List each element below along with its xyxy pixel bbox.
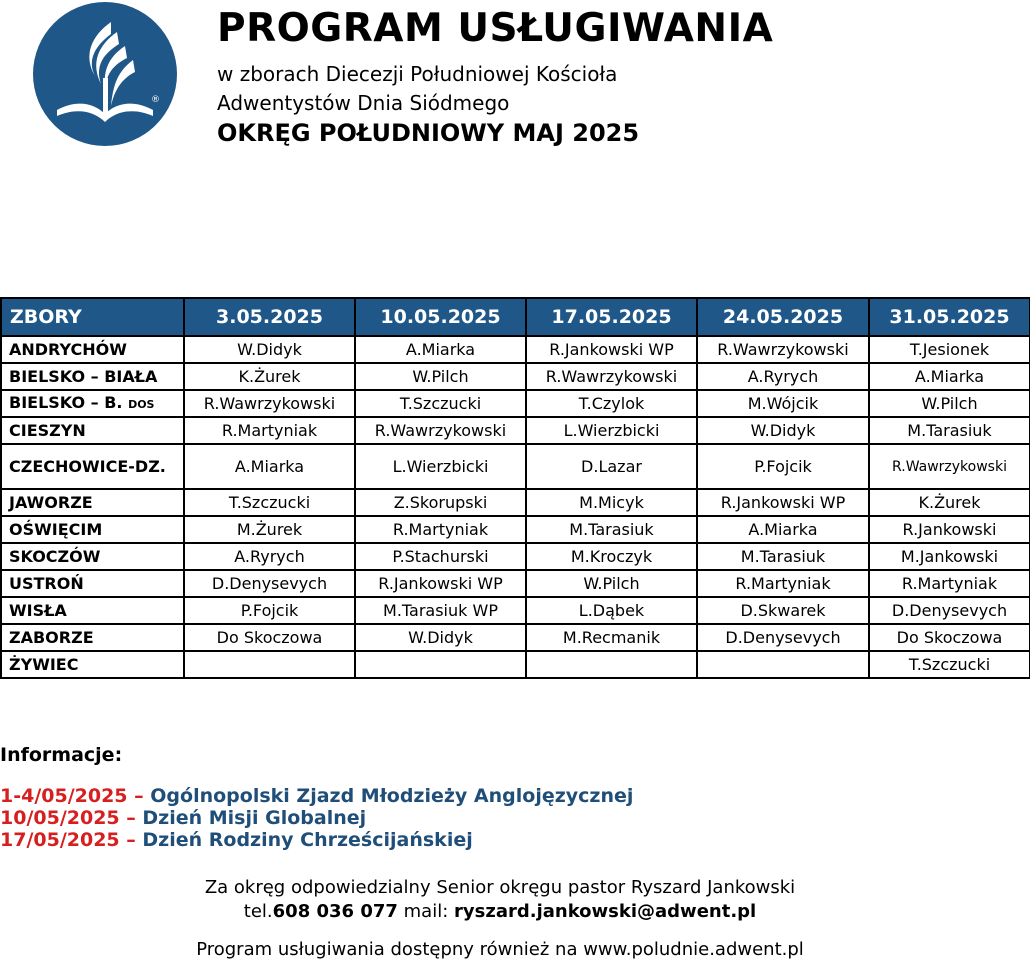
event-name: Ogólnopolski Zjazd Młodzieży Anglojęzycznej <box>150 785 634 807</box>
event-date: 10/05/2025 – <box>0 807 136 829</box>
preacher-cell: R.Jankowski WP <box>526 336 697 363</box>
preacher-cell: A.Miarka <box>184 444 355 489</box>
preacher-cell: M.Tarasiuk WP <box>355 597 526 624</box>
preacher-cell: R.Wawrzykowski <box>697 336 869 363</box>
preacher-cell: P.Fojcik <box>184 597 355 624</box>
preacher-cell: Z.Skorupski <box>355 489 526 516</box>
footer-responsible: Za okręg odpowiedzialny Senior okręgu pastor Ryszard Jankowski <box>204 877 796 898</box>
preacher-cell: L.Wierzbicki <box>526 417 697 444</box>
preacher-cell: D.Denysevych <box>869 597 1030 624</box>
table-row <box>1 570 1030 597</box>
preacher-cell: R.Martyniak <box>869 570 1030 597</box>
table-header-row <box>1 298 1030 336</box>
congregation-name <box>1 444 184 489</box>
congregation-name <box>1 570 184 597</box>
preacher-cell: R.Martyniak <box>355 516 526 543</box>
footer-contact <box>0 901 1000 922</box>
church-logo <box>33 2 177 146</box>
preacher-cell: D.Denysevych <box>184 570 355 597</box>
preacher-cell: R.Martyniak <box>697 570 869 597</box>
table-row <box>1 390 1030 417</box>
mail-label: mail: <box>403 901 449 922</box>
preacher-cell: W.Didyk <box>355 624 526 651</box>
schedule-table <box>0 297 1030 679</box>
event-list <box>0 785 633 851</box>
congregation-label: CIESZYN <box>9 421 86 440</box>
preacher-cell: M.Tarasiuk <box>697 543 869 570</box>
event-item <box>0 807 633 829</box>
table-row <box>1 363 1030 390</box>
preacher-cell: D.Skwarek <box>697 597 869 624</box>
preacher-cell: A.Miarka <box>869 363 1030 390</box>
table-row <box>1 444 1030 489</box>
congregation-name <box>1 516 184 543</box>
table-row <box>1 489 1030 516</box>
preacher-cell: T.Czylok <box>526 390 697 417</box>
preacher-cell <box>355 651 526 678</box>
preacher-cell: M.Wójcik <box>697 390 869 417</box>
event-date: 17/05/2025 – <box>0 829 136 851</box>
congregation-name <box>1 417 184 444</box>
preacher-cell: R.Wawrzykowski <box>526 363 697 390</box>
congregation-label: SKOCZÓW <box>9 547 101 566</box>
event-name: Dzień Misji Globalnej <box>142 807 367 829</box>
tel-label: tel. <box>243 901 273 922</box>
preacher-cell: L.Dąbek <box>526 597 697 624</box>
preacher-cell: T.Szczucki <box>184 489 355 516</box>
preacher-cell: M.Tarasiuk <box>526 516 697 543</box>
event-item <box>0 785 633 807</box>
preacher-cell: Do Skoczowa <box>869 624 1030 651</box>
preacher-cell: R.Jankowski WP <box>697 489 869 516</box>
congregation-label: BIELSKO – B. <box>9 393 123 412</box>
preacher-cell: R.Wawrzykowski <box>184 390 355 417</box>
preacher-cell: A.Ryrych <box>184 543 355 570</box>
table-row <box>1 543 1030 570</box>
column-header-congregations: ZBORY <box>1 298 184 336</box>
congregation-label: CZECHOWICE-DZ. <box>9 457 166 476</box>
subtitle-line-1: w zborach Diecezji Południowej Kościoła <box>217 62 618 86</box>
email-address: ryszard.jankowski@adwent.pl <box>454 901 757 922</box>
preacher-cell: R.Jankowski <box>869 516 1030 543</box>
preacher-cell: W.Pilch <box>869 390 1030 417</box>
congregation-name <box>1 651 184 678</box>
preacher-cell: M.Jankowski <box>869 543 1030 570</box>
event-date: 1-4/05/2025 – <box>0 785 144 807</box>
congregation-name <box>1 390 184 417</box>
info-heading: Informacje: <box>0 744 123 766</box>
table-row <box>1 624 1030 651</box>
preacher-cell: M.Tarasiuk <box>869 417 1030 444</box>
table-row <box>1 336 1030 363</box>
preacher-cell: P.Stachurski <box>355 543 526 570</box>
congregation-name <box>1 543 184 570</box>
table-row <box>1 417 1030 444</box>
congregation-name <box>1 624 184 651</box>
event-item <box>0 829 633 851</box>
congregation-label: JAWORZE <box>9 493 93 512</box>
table-row <box>1 651 1030 678</box>
subtitle-line-2: Adwentystów Dnia Siódmego <box>217 91 510 115</box>
congregation-label: WISŁA <box>9 601 67 620</box>
congregation-label: ZABORZE <box>9 628 94 647</box>
table-row <box>1 516 1030 543</box>
preacher-cell: R.Wawrzykowski <box>355 417 526 444</box>
congregation-label: ANDRYCHÓW <box>9 340 127 359</box>
preacher-cell: R.Martyniak <box>184 417 355 444</box>
preacher-cell <box>184 651 355 678</box>
footer-website: Program usługiwania dostępny również na www.poludnie.adwent.pl <box>196 939 804 960</box>
event-name: Dzień Rodziny Chrześcijańskiej <box>142 829 473 851</box>
phone-number: 608 036 077 <box>272 901 398 922</box>
preacher-cell: M.Micyk <box>526 489 697 516</box>
congregation-label: OŚWIĘCIM <box>9 520 103 539</box>
congregation-label: USTROŃ <box>9 574 84 593</box>
congregation-label: BIELSKO – BIAŁA <box>9 367 158 386</box>
congregation-name <box>1 597 184 624</box>
preacher-cell <box>697 651 869 678</box>
preacher-cell: W.Pilch <box>526 570 697 597</box>
preacher-cell: R.Jankowski WP <box>355 570 526 597</box>
preacher-cell: A.Miarka <box>355 336 526 363</box>
column-header-date: 31.05.2025 <box>869 298 1030 336</box>
preacher-cell: P.Fojcik <box>697 444 869 489</box>
preacher-cell: A.Ryrych <box>697 363 869 390</box>
table-row <box>1 597 1030 624</box>
registered-mark: ® <box>151 95 160 105</box>
preacher-cell: M.Recmanik <box>526 624 697 651</box>
preacher-cell: D.Denysevych <box>697 624 869 651</box>
congregation-label: ŻYWIEC <box>9 655 79 674</box>
congregation-name <box>1 489 184 516</box>
preacher-cell: L.Wierzbicki <box>355 444 526 489</box>
schedule-body <box>1 336 1030 678</box>
preacher-cell: K.Żurek <box>869 489 1030 516</box>
column-header-date: 17.05.2025 <box>526 298 697 336</box>
column-header-date: 3.05.2025 <box>184 298 355 336</box>
preacher-cell: W.Didyk <box>184 336 355 363</box>
district-period: OKRĘG POŁUDNIOWY MAJ 2025 <box>217 119 640 147</box>
preacher-cell <box>526 651 697 678</box>
congregation-suffix: DOS <box>128 398 155 411</box>
preacher-cell: W.Pilch <box>355 363 526 390</box>
preacher-cell: D.Lazar <box>526 444 697 489</box>
preacher-cell: T.Szczucki <box>869 651 1030 678</box>
column-header-date: 24.05.2025 <box>697 298 869 336</box>
congregation-name <box>1 363 184 390</box>
preacher-cell: R.Wawrzykowski <box>869 444 1030 489</box>
preacher-cell: Do Skoczowa <box>184 624 355 651</box>
page-title: PROGRAM USŁUGIWANIA <box>217 6 774 51</box>
preacher-cell: M.Żurek <box>184 516 355 543</box>
preacher-cell: T.Szczucki <box>355 390 526 417</box>
congregation-name <box>1 336 184 363</box>
preacher-cell: W.Didyk <box>697 417 869 444</box>
preacher-cell: T.Jesionek <box>869 336 1030 363</box>
preacher-cell: M.Kroczyk <box>526 543 697 570</box>
preacher-cell: A.Miarka <box>697 516 869 543</box>
column-header-date: 10.05.2025 <box>355 298 526 336</box>
preacher-cell: K.Żurek <box>184 363 355 390</box>
